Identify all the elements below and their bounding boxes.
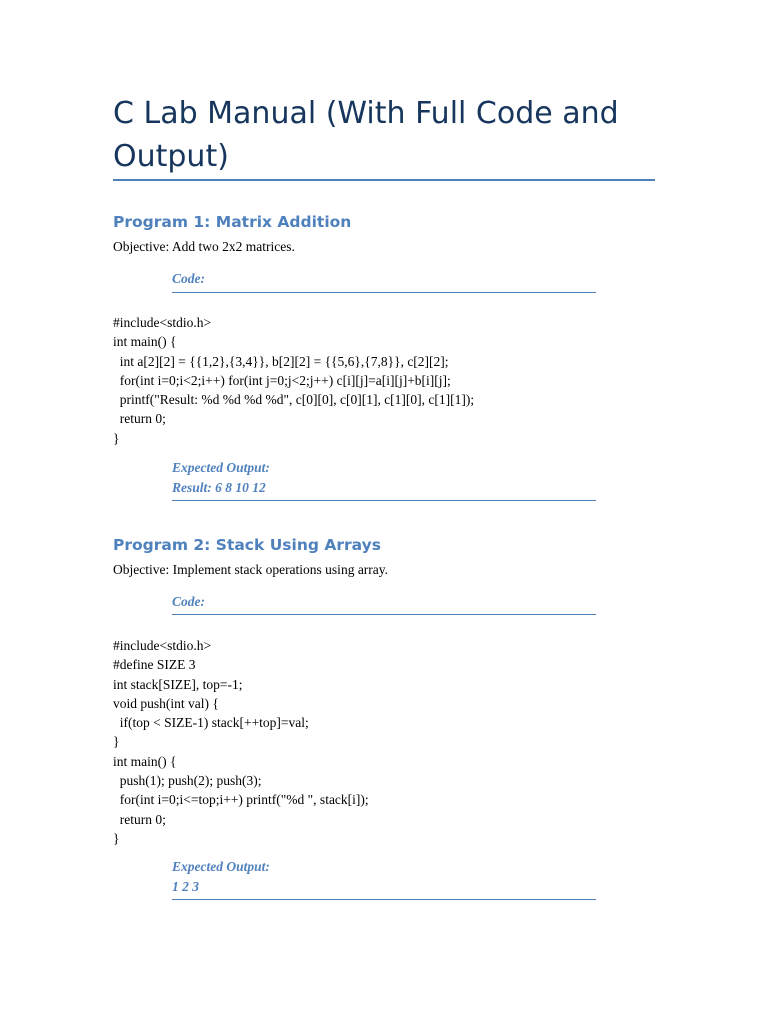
- program-1-heading: Program 1: Matrix Addition: [113, 213, 352, 231]
- program-2-objective: Objective: Implement stack operations using array.: [113, 562, 389, 577]
- program-1-output-value: Result: 6 8 10 12: [172, 480, 266, 495]
- program-2-output-label: Expected Output:: [172, 859, 270, 874]
- program-2-code-rule: [172, 614, 596, 615]
- program-1-output-rule: [172, 500, 596, 501]
- program-2-output-value: 1 2 3: [172, 879, 199, 894]
- program-1-output-label: Expected Output:: [172, 460, 270, 475]
- program-2-code-label: Code:: [172, 594, 205, 609]
- program-1-code-label: Code:: [172, 271, 205, 286]
- program-2-heading: Program 2: Stack Using Arrays: [113, 536, 381, 554]
- program-2-output-rule: [172, 899, 596, 900]
- program-1-objective: Objective: Add two 2x2 matrices.: [113, 239, 295, 254]
- document-title: C Lab Manual (With Full Code and Output): [113, 96, 619, 174]
- title-underline: [113, 179, 655, 181]
- program-1-code-block: #include<stdio.h> int main() { int a[2][2] = {{1,2},{3,4}}, b[2][2] = {{5,6},{7,8}}, c[2][2]; for(int i=0;i<2;i++) for(int j=0;j<2;j++) c[i][j]=a[i][j]+b[i][j]; printf("Result: %d %d %d %d", c[0][0], c[0][1], c[1][0], c[1][1]); return 0; }: [113, 315, 475, 446]
- program-2-code-block: #include<stdio.h> #define SIZE 3 int stack[SIZE], top=-1; void push(int val) { if(top < SIZE-1) stack[++top]=val; } int main() { push(1); push(2); push(3); for(int i=0;i<=top;i++) printf("%d ", stack[i]); return 0; }: [113, 638, 369, 846]
- program-1-code-rule: [172, 292, 596, 293]
